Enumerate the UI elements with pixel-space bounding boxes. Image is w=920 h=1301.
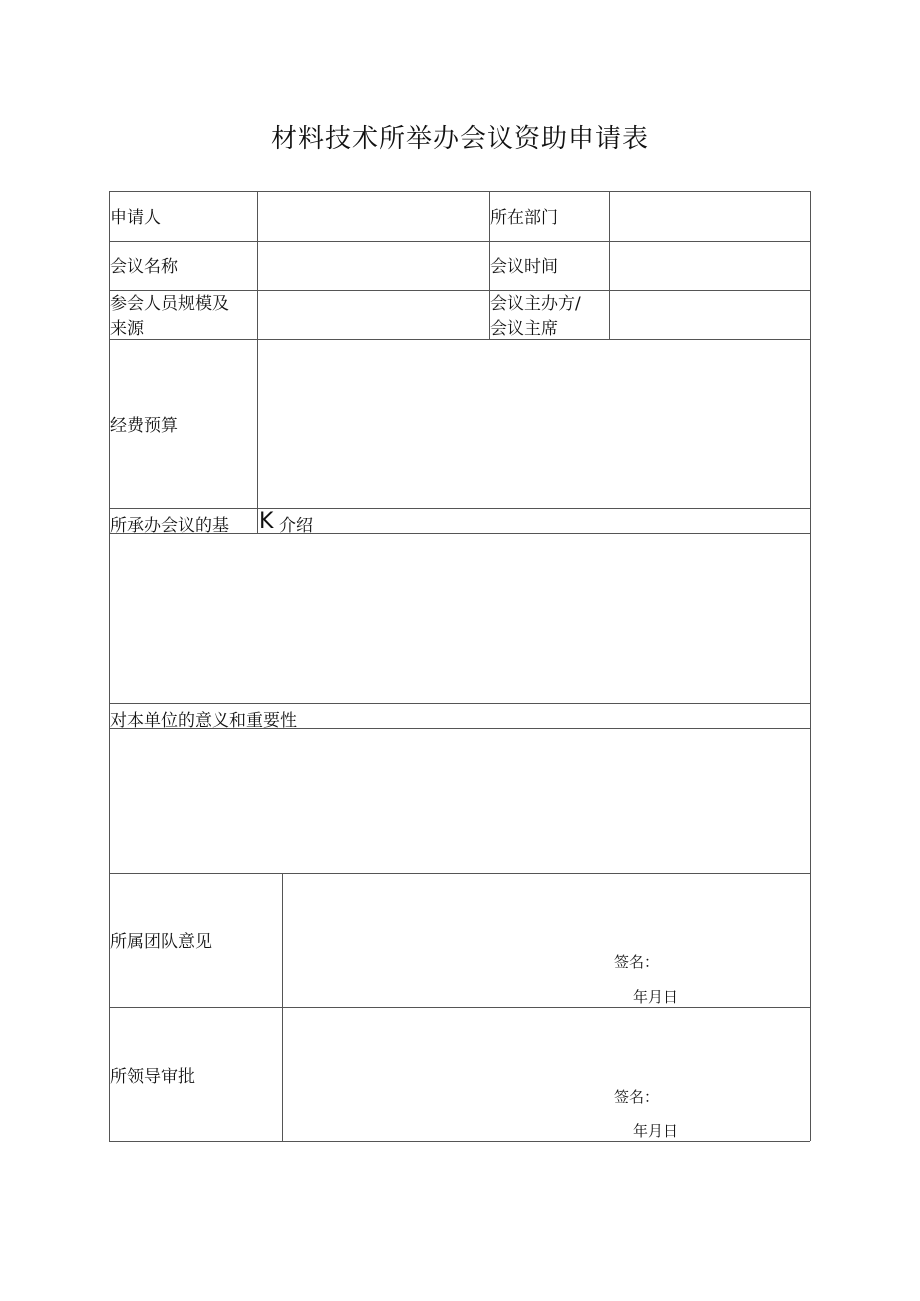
meeting-name-label: 会议名称 [110,257,178,277]
applicant-label: 申请人 [110,208,161,228]
budget-label: 经费预算 [110,416,178,436]
leader-signature-label: 签名： [614,1088,660,1106]
meeting-name-field[interactable] [258,242,488,289]
table-border-bottom [109,1141,810,1142]
significance-field[interactable] [110,729,809,872]
budget-field[interactable] [258,340,809,507]
organizer-label-line2: 会议主席 [490,319,558,339]
attendees-label-line2: 来源 [110,319,144,339]
department-field[interactable] [610,192,809,240]
basic-intro-label-a: 所承办会议的基 [110,516,229,533]
table-border-right [810,191,811,1141]
applicant-field[interactable] [258,192,488,240]
leader-approval-label: 所领导审批 [110,1067,195,1087]
significance-header [110,704,809,728]
team-opinion-field[interactable] [283,874,809,1006]
team-opinion-label: 所属团队意见 [110,932,212,952]
leader-approval-field[interactable] [283,1008,809,1140]
meeting-time-label: 会议时间 [490,257,558,277]
basic-intro-label-b: K [259,509,274,533]
team-signature-label: 签名： [614,953,660,971]
leader-date-label: 年月日 [633,1122,679,1140]
basic-intro-header [110,509,809,533]
attendees-field[interactable] [258,291,488,338]
team-date-label: 年月日 [633,988,679,1006]
department-label: 所在部门 [490,208,558,228]
organizer-field[interactable] [610,291,809,338]
organizer-label-line1: 会议主办方/ [490,294,581,314]
basic-intro-label-c: 介绍 [279,516,313,533]
significance-label: 对本单位的意义和重要性 [110,711,297,728]
attendees-label-line1: 参会人员规模及 [110,294,229,314]
basic-intro-field[interactable] [110,534,809,702]
meeting-time-field[interactable] [610,242,809,289]
form-title: 材料技术所举办会议资助申请表 [270,124,649,154]
